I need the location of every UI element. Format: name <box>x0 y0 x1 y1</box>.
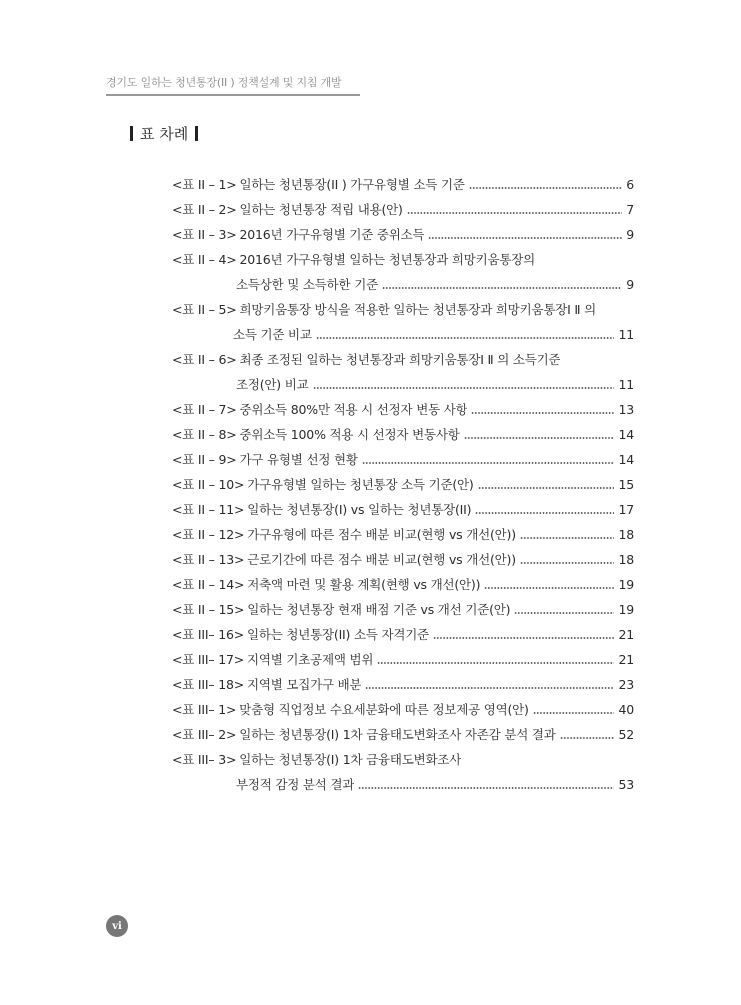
toc-entry-ref: <표 II – 11> <box>172 502 245 517</box>
toc-entry-ref: <표 II – 3> <box>172 227 237 242</box>
toc-entry-label: 맞춤형 직업정보 수요세분화에 따른 정보제공 영역(안) <box>239 702 529 717</box>
toc-entry-ref: <표 III– 16> <box>172 627 244 642</box>
toc-entry-ref: <표 II – 9> <box>172 452 237 467</box>
toc-entry-label: 2016년 가구유형별 기준 중위소득 <box>239 227 425 242</box>
toc-entry <box>172 576 634 594</box>
toc-entry-label: 희망키움통장 방식을 적용한 일하는 청년통장과 희망키움통장Ⅰ Ⅱ 의 <box>239 302 597 317</box>
page-number-badge: vi <box>106 915 128 937</box>
dot-leader <box>560 737 615 739</box>
toc-entry-page: 17 <box>618 502 634 517</box>
toc-entry-label: 중위소득 80%만 적용 시 선정자 변동 사항 <box>239 402 468 417</box>
dot-leader <box>382 287 622 289</box>
toc-title <box>130 123 198 144</box>
toc-entry-page: 18 <box>618 527 634 542</box>
toc-entry-label: 일하는 청년통장 적립 내용(안) <box>239 202 403 217</box>
toc-entry-label: 소득상한 및 소득하한 기준 <box>236 277 378 292</box>
toc-entry-label: 지역별 모집가구 배분 <box>247 677 362 692</box>
dot-leader <box>362 462 615 464</box>
dot-leader <box>313 387 615 389</box>
toc-entry-label: 근로기간에 따른 점수 배분 비교(현행 vs 개선(안)) <box>247 552 516 567</box>
toc-entry-label: 일하는 청년통장 현재 배점 기준 vs 개선 기준(안) <box>247 602 511 617</box>
dot-leader <box>478 487 615 489</box>
toc-entry-label: 일하는 청년통장(I) 1차 금융태도변화조사 자존감 분석 결과 <box>239 727 556 742</box>
toc-entry <box>172 676 634 694</box>
toc-entry-page: 19 <box>618 577 634 592</box>
toc-entry-page: 19 <box>618 602 634 617</box>
toc-entry <box>172 476 634 494</box>
toc-entry-ref: <표 III– 17> <box>172 652 244 667</box>
toc-entry-label: 중위소득 100% 적용 시 선정자 변동사항 <box>239 427 460 442</box>
toc-entry-page: 6 <box>626 177 634 192</box>
toc-entry <box>172 251 535 269</box>
toc-entry-label: 일하는 청년통장(II) 소득 자격기준 <box>247 627 430 642</box>
toc-entry-label: 부정적 감정 분석 결과 <box>236 777 355 792</box>
header-rule <box>106 94 360 96</box>
toc-entry-ref: <표 II – 6> <box>172 352 237 367</box>
dot-leader <box>475 512 614 514</box>
toc-entry-page: 13 <box>618 402 634 417</box>
toc-entry <box>236 776 634 794</box>
toc-entry <box>172 601 634 619</box>
dot-leader <box>520 562 615 564</box>
toc-entry-page: 21 <box>618 627 634 642</box>
toc-entry-label: 일하는 청년통장(II ) 가구유형별 소득 기준 <box>239 177 465 192</box>
dot-leader <box>365 687 614 689</box>
toc-entry-page: 9 <box>626 277 634 292</box>
toc-entry <box>172 226 634 244</box>
toc-entry-ref: <표 III– 2> <box>172 727 237 742</box>
toc-entry-ref: <표 II – 8> <box>172 427 237 442</box>
toc-entry-label: 소득 기준 비교 <box>233 327 312 342</box>
toc-entry-page: 23 <box>618 677 634 692</box>
toc-entry-ref: <표 II – 5> <box>172 302 237 317</box>
toc-entry-label: 가구유형별 일하는 청년통장 소득 기준(안) <box>247 477 474 492</box>
title-bar-right <box>195 126 198 141</box>
toc-entry <box>172 726 634 744</box>
toc-entry-label: 지역별 기초공제액 범위 <box>247 652 374 667</box>
toc-entry <box>236 276 634 294</box>
dot-leader <box>469 187 623 189</box>
toc-entry-page: 40 <box>618 702 634 717</box>
toc-entry <box>172 701 634 719</box>
toc-title-text: 표 차례 <box>140 125 189 143</box>
toc-entry <box>172 751 461 769</box>
toc-entry-label: 일하는 청년통장(I) 1차 금융태도변화조사 <box>239 752 462 767</box>
toc-entry-page: 7 <box>626 202 634 217</box>
toc-entry-label: 가구 유형별 선정 현황 <box>239 452 358 467</box>
toc-entry-page: 21 <box>618 652 634 667</box>
toc-entry <box>172 351 560 369</box>
toc-entry-ref: <표 III– 18> <box>172 677 244 692</box>
toc-entry-label: 가구유형에 따른 점수 배분 비교(현행 vs 개선(안)) <box>247 527 516 542</box>
toc-entry-ref: <표 II – 12> <box>172 527 245 542</box>
dot-leader <box>358 787 614 789</box>
toc-entry <box>236 376 634 394</box>
toc-entry-page: 9 <box>626 227 634 242</box>
toc-entry <box>172 426 634 444</box>
dot-leader <box>520 537 615 539</box>
toc-entry-label: 최종 조정된 일하는 청년통장과 희망키움통장Ⅰ Ⅱ 의 소득기준 <box>239 352 561 367</box>
toc-entry-ref: <표 II – 10> <box>172 477 245 492</box>
dot-leader <box>484 587 614 589</box>
toc-entry-ref: <표 II – 15> <box>172 602 245 617</box>
dot-leader <box>428 237 622 239</box>
toc-entry <box>172 526 634 544</box>
toc-entry-ref: <표 III– 1> <box>172 702 237 717</box>
toc-entry <box>172 201 634 219</box>
toc-entry-page: 11 <box>618 377 634 392</box>
toc-entry-page: 15 <box>618 477 634 492</box>
toc-entry-ref: <표 II – 14> <box>172 577 245 592</box>
toc-entry <box>172 651 634 669</box>
toc-entry <box>172 551 634 569</box>
toc-entry-page: 14 <box>618 427 634 442</box>
dot-leader <box>471 412 614 414</box>
toc-entry-ref: <표 II – 13> <box>172 552 245 567</box>
toc-entry-page: 18 <box>618 552 634 567</box>
dot-leader <box>407 212 623 214</box>
toc-entry <box>172 501 634 519</box>
toc-entry <box>172 626 634 644</box>
toc-entry-label: 일하는 청년통장(I) vs 일하는 청년통장(II) <box>247 502 472 517</box>
toc-entry-label: 저축액 마련 및 활용 계획(현행 vs 개선(안)) <box>247 577 481 592</box>
dot-leader <box>433 637 614 639</box>
toc-entry-ref: <표 II – 4> <box>172 252 237 267</box>
dot-leader <box>316 337 615 339</box>
toc-entry-ref: <표 III– 3> <box>172 752 237 767</box>
toc-entry <box>233 326 634 344</box>
toc-entry <box>172 176 634 194</box>
toc-entry-label: 2016년 가구유형별 일하는 청년통장과 희망키움통장의 <box>239 252 536 267</box>
running-header: 경기도 일하는 청년통장(II ) 정책설계 및 지침 개발 <box>106 76 342 89</box>
toc-entry-ref: <표 II – 1> <box>172 177 237 192</box>
toc-entry <box>172 301 596 319</box>
toc-entry-page: 53 <box>618 777 634 792</box>
toc-entry-page: 11 <box>618 327 634 342</box>
toc-entry <box>172 401 634 419</box>
toc-entry-ref: <표 II – 2> <box>172 202 237 217</box>
toc-entry-label: 조정(안) 비교 <box>236 377 309 392</box>
dot-leader <box>464 437 615 439</box>
toc-entry-page: 52 <box>618 727 634 742</box>
dot-leader <box>514 612 614 614</box>
toc-entry-ref: <표 II – 7> <box>172 402 237 417</box>
toc-entry-page: 14 <box>618 452 634 467</box>
dot-leader <box>533 712 615 714</box>
dot-leader <box>377 662 614 664</box>
toc-entry <box>172 451 634 469</box>
title-bar-left <box>130 126 133 141</box>
